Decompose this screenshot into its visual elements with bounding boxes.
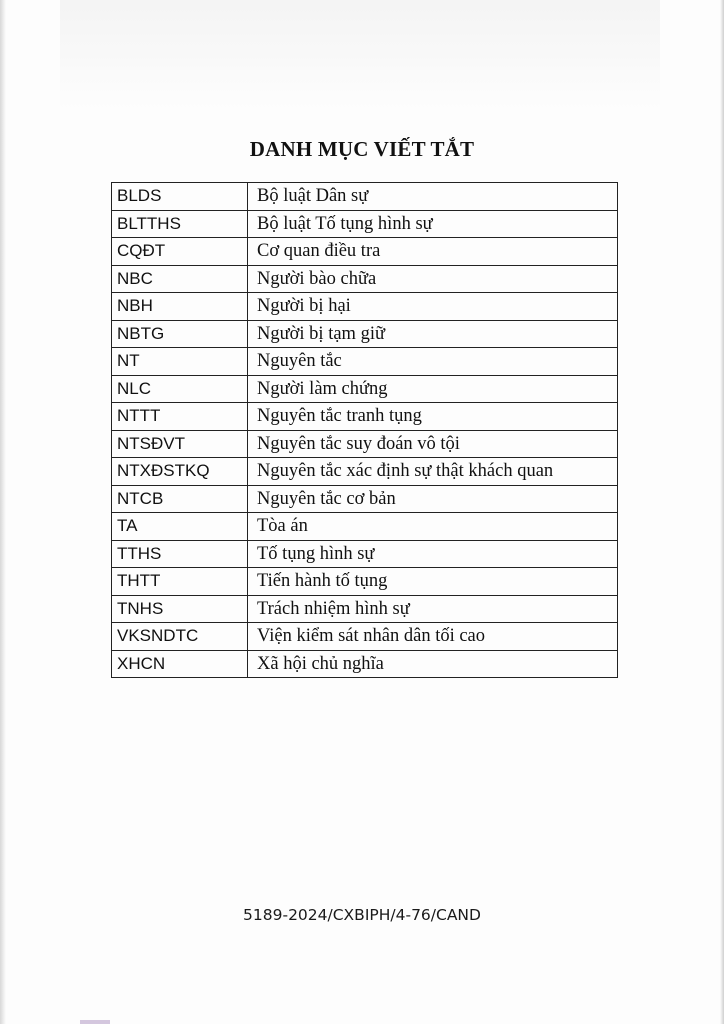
abbreviation-meaning: Người bị tạm giữ — [248, 320, 618, 348]
abbreviation-meaning: Tố tụng hình sự — [248, 540, 618, 568]
table-row — [112, 183, 618, 211]
abbreviation-table-body — [112, 183, 618, 678]
abbreviation-meaning: Trách nhiệm hình sự — [248, 595, 618, 623]
abbreviation-code: NTTT — [112, 403, 248, 431]
abbreviation-meaning: Xã hội chủ nghĩa — [248, 650, 618, 678]
table-row — [112, 293, 618, 321]
abbreviation-meaning: Tòa án — [248, 513, 618, 541]
abbreviation-code: NTCB — [112, 485, 248, 513]
abbreviation-meaning: Cơ quan điều tra — [248, 238, 618, 266]
abbreviation-meaning: Nguyên tắc cơ bản — [248, 485, 618, 513]
table-row — [112, 210, 618, 238]
abbreviation-code: NLC — [112, 375, 248, 403]
abbreviation-code: CQĐT — [112, 238, 248, 266]
abbreviation-code: NBTG — [112, 320, 248, 348]
abbreviation-code: BLTTHS — [112, 210, 248, 238]
abbreviation-code: TTHS — [112, 540, 248, 568]
page-title: DANH MỤC VIẾT TẮT — [249, 137, 475, 161]
abbreviation-code: TA — [112, 513, 248, 541]
table-row — [112, 375, 618, 403]
abbreviation-meaning: Người làm chứng — [248, 375, 618, 403]
abbreviation-code: NBC — [112, 265, 248, 293]
table-row — [112, 458, 618, 486]
abbreviation-meaning: Người bị hại — [248, 293, 618, 321]
abbreviation-code: NT — [112, 348, 248, 376]
show-through-shade — [60, 0, 660, 110]
table-row — [112, 430, 618, 458]
abbreviation-code: THTT — [112, 568, 248, 596]
publication-code: 5189-2024/CXBIPH/4-76/CAND — [243, 906, 481, 924]
abbreviation-meaning: Bộ luật Tố tụng hình sự — [248, 210, 618, 238]
table-row — [112, 485, 618, 513]
abbreviation-code: NBH — [112, 293, 248, 321]
abbreviation-table — [111, 182, 618, 678]
abbreviation-meaning: Nguyên tắc suy đoán vô tội — [248, 430, 618, 458]
abbreviation-meaning: Nguyên tắc — [248, 348, 618, 376]
table-row — [112, 568, 618, 596]
abbreviation-code: XHCN — [112, 650, 248, 678]
table-row — [112, 540, 618, 568]
table-row — [112, 403, 618, 431]
abbreviation-meaning: Người bào chữa — [248, 265, 618, 293]
table-row — [112, 623, 618, 651]
table-row — [112, 513, 618, 541]
abbreviation-code: NTXĐSTKQ — [112, 458, 248, 486]
abbreviation-meaning: Viện kiểm sát nhân dân tối cao — [248, 623, 618, 651]
table-row — [112, 265, 618, 293]
abbreviation-code: VKSNDTC — [112, 623, 248, 651]
abbreviation-meaning: Nguyên tắc xác định sự thật khách quan — [248, 458, 618, 486]
abbreviation-meaning: Nguyên tắc tranh tụng — [248, 403, 618, 431]
abbreviation-code: BLDS — [112, 183, 248, 211]
abbreviation-code: TNHS — [112, 595, 248, 623]
abbreviation-meaning: Bộ luật Dân sự — [248, 183, 618, 211]
table-row — [112, 320, 618, 348]
table-row — [112, 238, 618, 266]
abbreviation-code: NTSĐVT — [112, 430, 248, 458]
scan-mark — [80, 1020, 110, 1024]
table-row — [112, 650, 618, 678]
table-row — [112, 595, 618, 623]
abbreviation-meaning: Tiến hành tố tụng — [248, 568, 618, 596]
table-row — [112, 348, 618, 376]
